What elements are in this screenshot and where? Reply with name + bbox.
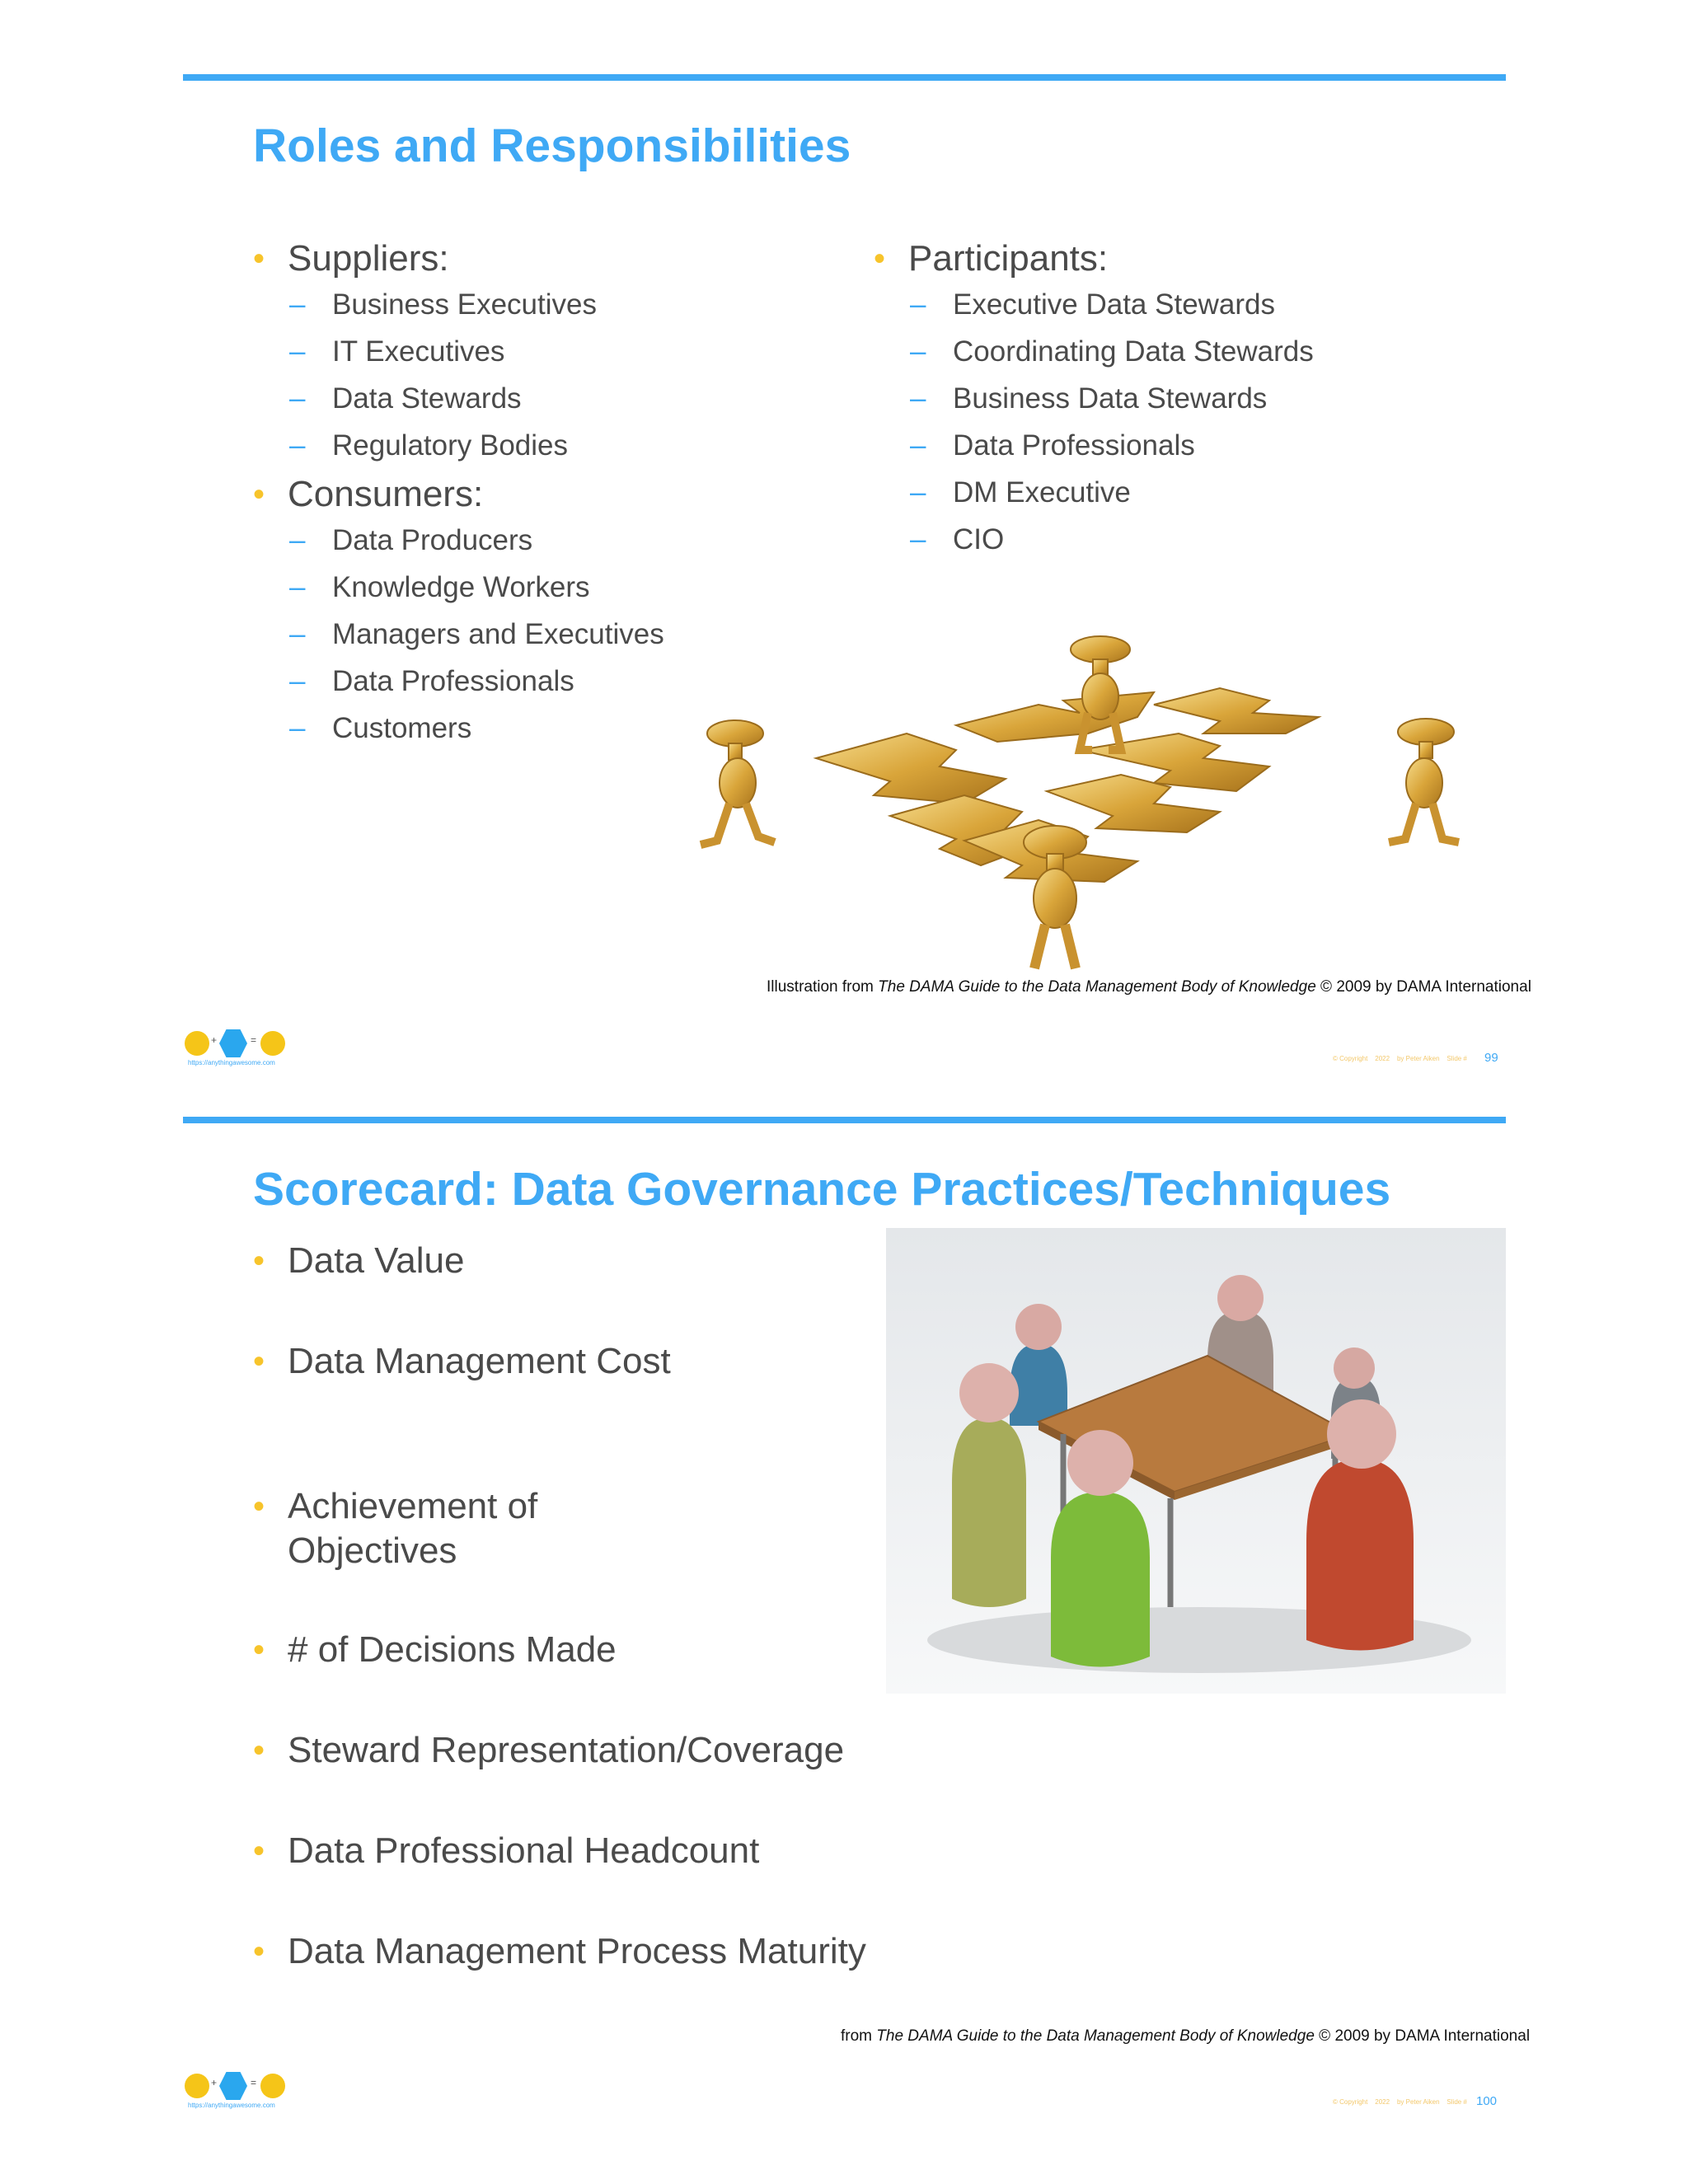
- illustration-credit: [841, 2027, 1530, 2046]
- slide-title: Roles and Responsibilities: [253, 120, 851, 172]
- list-item-text: Managers and Executives: [332, 618, 664, 650]
- credit-prefix: Illustration from: [767, 978, 879, 996]
- list-item-text: Achievement of Objectives: [288, 1486, 538, 1571]
- list-item-text: Coordinating Data Stewards: [953, 335, 1314, 368]
- list-item: – Knowledge Workers: [289, 571, 590, 603]
- suppliers-heading: [253, 237, 748, 281]
- list-item-text: DM Executive: [953, 476, 1131, 509]
- list-item-text: Data Management Cost: [288, 1341, 671, 1381]
- list-item-text: Customers: [332, 712, 472, 744]
- list-item: – Regulatory Bodies: [289, 429, 568, 462]
- page-number: 99: [1484, 1051, 1498, 1065]
- list-item-text: Steward Representation/Coverage: [288, 1730, 845, 1770]
- list-item: – Business Executives: [289, 288, 597, 321]
- slide-label: Slide #: [1447, 1055, 1467, 1062]
- list-item: [253, 1829, 1077, 1929]
- copyright-text: © Copyright: [1333, 1055, 1368, 1062]
- anything-awesome-logo: + = https://anythingawesome.com: [183, 2069, 290, 2110]
- logo-url: https://anythingawesome.com: [188, 1059, 275, 1066]
- list-item: – Data Professionals: [289, 665, 574, 697]
- list-item: – Executive Data Stewards: [910, 288, 1276, 321]
- list-item-text: Executive Data Stewards: [953, 288, 1276, 321]
- anything-awesome-logo: + = https://anythingawesome.com: [183, 1026, 290, 1067]
- credit-book-title: The DAMA Guide to the Data Management Body of Knowledge: [878, 978, 1316, 996]
- copyright-text: © Copyright: [1333, 2098, 1368, 2106]
- copyright-year: 2022: [1375, 1055, 1390, 1062]
- participants-heading: [874, 237, 1451, 281]
- illustration-credit: [767, 978, 1531, 996]
- right-column-list: [874, 237, 1451, 563]
- footer-copyright: [1333, 2098, 1467, 2106]
- list-item: [253, 1929, 1077, 1979]
- list-item: [253, 1484, 617, 1628]
- list-item: [253, 1728, 1077, 1829]
- list-item-text: Regulatory Bodies: [332, 429, 568, 462]
- slide-scorecard: [0, 1104, 1688, 2184]
- title-rule: [183, 74, 1506, 81]
- list-item-text: Knowledge Workers: [332, 571, 590, 603]
- credit-book-title: The DAMA Guide to the Data Management Body of Knowledge: [876, 2027, 1315, 2045]
- list-item-text: Data Professionals: [953, 429, 1195, 462]
- list-item: – Business Data Stewards: [910, 382, 1268, 415]
- credit-prefix: from: [841, 2027, 877, 2045]
- list-item: – CIO: [910, 523, 1005, 555]
- list-item-text: Business Data Stewards: [953, 382, 1268, 415]
- list-item: – IT Executives: [289, 335, 505, 368]
- left-column-list: [253, 237, 748, 752]
- consumers-label: Consumers:: [288, 474, 484, 514]
- list-item: – Coordinating Data Stewards: [910, 335, 1314, 368]
- logo-url: https://anythingawesome.com: [188, 2102, 275, 2109]
- copyright-author: by Peter Aiken: [1396, 1055, 1440, 1062]
- footer-copyright: [1333, 1055, 1467, 1062]
- list-item-text: Data Professionals: [332, 665, 574, 697]
- list-item: – Managers and Executives: [289, 618, 664, 650]
- meeting-table-illustration: [886, 1228, 1506, 1694]
- list-item-text: Data Value: [288, 1240, 465, 1281]
- list-item-text: Data Stewards: [332, 382, 522, 415]
- list-item: – Customers: [289, 712, 472, 744]
- list-item-text: CIO: [953, 523, 1005, 555]
- list-item: [253, 1339, 683, 1484]
- slide-title: Scorecard: Data Governance Practices/Techniques: [253, 1163, 1391, 1216]
- list-item-text: Data Producers: [332, 524, 533, 556]
- list-item-text: Business Executives: [332, 288, 597, 321]
- list-item: – DM Executive: [910, 476, 1131, 509]
- list-item-text: Data Management Process Maturity: [288, 1931, 866, 1971]
- suppliers-label: Suppliers:: [288, 238, 449, 279]
- list-item-text: # of Decisions Made: [288, 1629, 617, 1670]
- list-item-text: Data Professional Headcount: [288, 1830, 760, 1871]
- copyright-year: 2022: [1375, 2098, 1390, 2106]
- list-item: – Data Stewards: [289, 382, 522, 415]
- gold-figures-illustration: [692, 626, 1475, 972]
- consumers-heading: [253, 472, 748, 517]
- slide-label: Slide #: [1447, 2098, 1467, 2106]
- list-item-text: IT Executives: [332, 335, 505, 368]
- list-item: – Data Professionals: [910, 429, 1195, 462]
- list-item: – Data Producers: [289, 524, 533, 556]
- copyright-author: by Peter Aiken: [1396, 2098, 1440, 2106]
- participants-label: Participants:: [908, 238, 1109, 279]
- credit-suffix: © 2009 by DAMA International: [1315, 978, 1531, 996]
- credit-suffix: © 2009 by DAMA International: [1314, 2027, 1531, 2045]
- title-rule: [183, 1117, 1506, 1123]
- page-number: 100: [1476, 2094, 1498, 2108]
